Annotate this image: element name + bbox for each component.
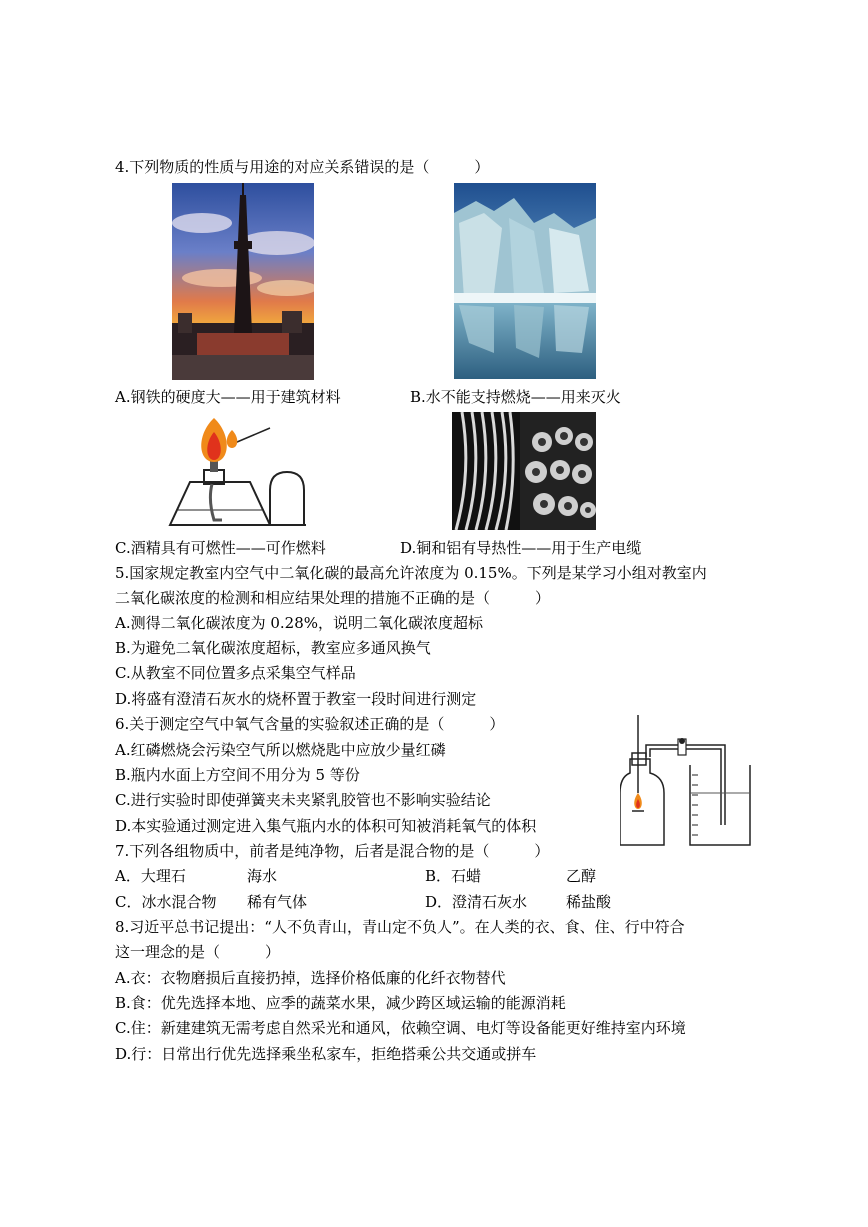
- oxygen-apparatus-drawing: [620, 715, 752, 850]
- q5-stem-line2: 二氧化碳浓度的检测和相应结果处理的措施不正确的是（ ）: [115, 589, 551, 607]
- q4-option-a: A.钢铁的硬度大——用于建筑材料: [115, 388, 341, 406]
- q4-option-c: C.酒精具有可燃性——可作燃料: [115, 539, 326, 557]
- q6-option-d: D.本实验通过测定进入集气瓶内水的体积可知被消耗氧气的体积: [115, 817, 537, 835]
- q8-stem-line2: 这一理念的是（ ）: [115, 943, 281, 961]
- q7-option-d-first: D．澄清石灰水: [425, 893, 528, 911]
- q5-option-d: D.将盛有澄清石灰水的烧杯置于教室一段时间进行测定: [115, 690, 477, 708]
- q4-stem: 4.下列物质的性质与用途的对应关系错误的是（ ）: [115, 158, 490, 176]
- q7-option-a-second: 海水: [247, 867, 278, 885]
- q7-option-c-first: C．冰水混合物: [115, 893, 217, 911]
- q6-stem: 6.关于测定空气中氧气含量的实验叙述正确的是（ ）: [115, 715, 505, 733]
- q7-option-c-second: 稀有气体: [247, 893, 308, 911]
- q7-option-b-first: B．石蜡: [425, 867, 482, 885]
- tower-photo: [172, 183, 314, 380]
- q5-option-c: C.从教室不同位置多点采集空气样品: [115, 664, 356, 682]
- q7-option-a-first: A．大理石: [115, 867, 186, 885]
- cables-photo: [452, 412, 596, 530]
- q6-option-c: C.进行实验时即使弹簧夹未夹紧乳胶管也不影响实验结论: [115, 791, 491, 809]
- alcohol-lamp-drawing: [160, 410, 340, 535]
- q8-option-c: C.住：新建建筑无需考虑自然采光和通风，依赖空调、电灯等设备能更好维持室内环境: [115, 1019, 686, 1037]
- q5-stem-line1: 5.国家规定教室内空气中二氧化碳的最高允许浓度为 0.15%。下列是某学习小组对教室内: [115, 564, 707, 582]
- q8-option-a: A.衣：衣物磨损后直接扔掉，选择价格低廉的化纤衣物替代: [115, 969, 506, 987]
- q6-option-b: B.瓶内水面上方空间不用分为 5 等份: [115, 766, 360, 784]
- q4-option-b: B.水不能支持燃烧——用来灭火: [410, 388, 621, 406]
- q8-option-d: D.行：日常出行优先选择乘坐私家车，拒绝搭乘公共交通或拼车: [115, 1045, 537, 1063]
- glacier-photo: [454, 183, 596, 379]
- q7-option-d-second: 稀盐酸: [566, 893, 612, 911]
- q7-option-b-second: 乙醇: [566, 867, 597, 885]
- q7-stem: 7.下列各组物质中，前者是纯净物，后者是混合物的是（ ）: [115, 842, 550, 860]
- q6-option-a: A.红磷燃烧会污染空气所以燃烧匙中应放少量红磷: [115, 741, 446, 759]
- q5-option-a: A.测得二氧化碳浓度为 0.28%，说明二氧化碳浓度超标: [115, 614, 484, 632]
- q4-option-d: D.铜和铝有导热性——用于生产电缆: [400, 539, 642, 557]
- q5-option-b: B.为避免二氧化碳浓度超标，教室应多通风换气: [115, 639, 431, 657]
- q8-stem-line1: 8.习近平总书记提出：“人不负青山，青山定不负人”。在人类的衣、食、住、行中符合: [115, 918, 685, 936]
- q8-option-b: B.食：优先选择本地、应季的蔬菜水果，减少跨区域运输的能源消耗: [115, 994, 566, 1012]
